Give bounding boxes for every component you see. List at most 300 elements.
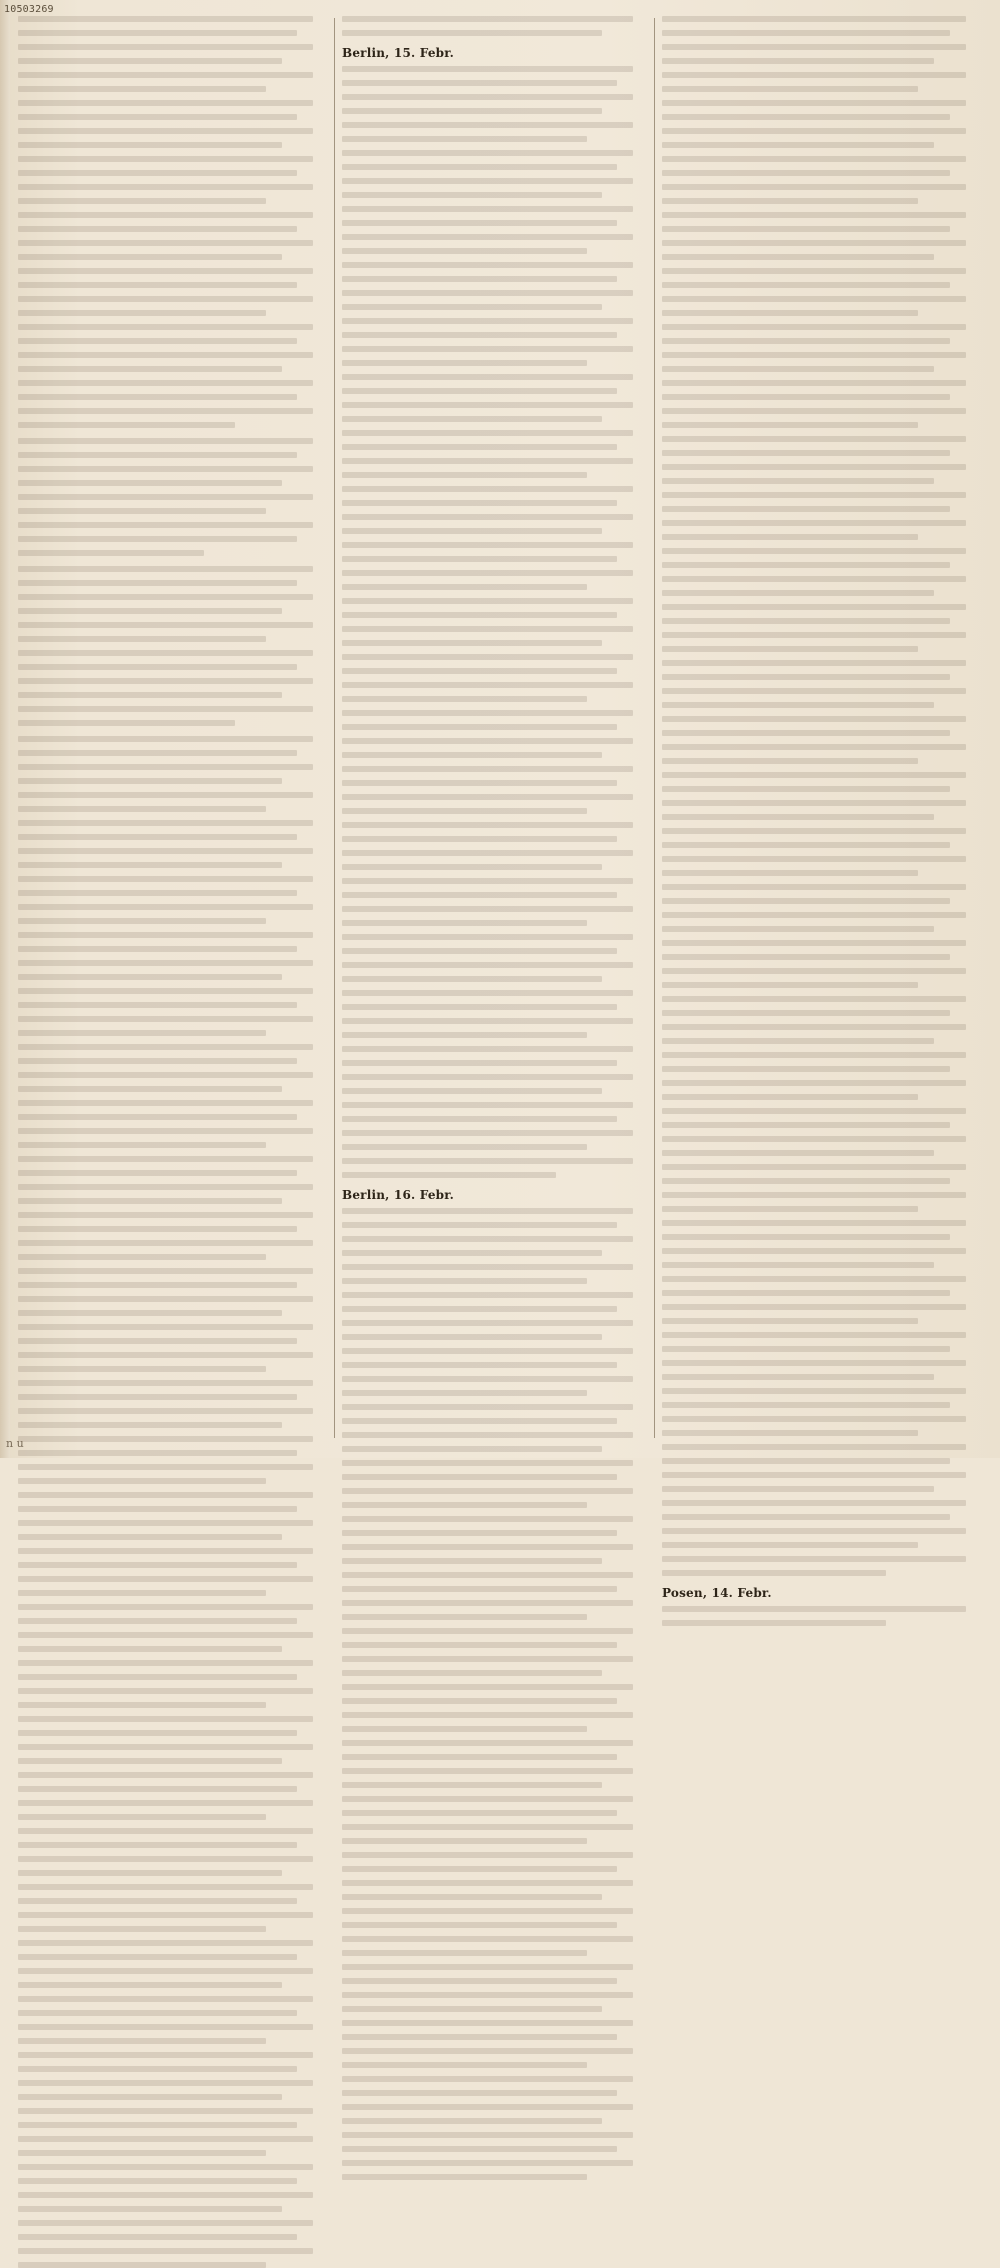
column-1-text-block — [18, 16, 328, 428]
text-line — [18, 1576, 313, 1582]
text-line — [18, 408, 313, 414]
text-line — [662, 1024, 966, 1030]
text-line — [18, 2248, 313, 2254]
text-line — [342, 1362, 617, 1368]
text-line — [342, 1060, 617, 1066]
text-line — [662, 716, 966, 722]
text-line — [662, 254, 934, 260]
text-line — [662, 1304, 966, 1310]
text-line — [662, 212, 966, 218]
text-line — [18, 988, 313, 994]
text-line — [662, 968, 966, 974]
text-line — [18, 566, 313, 572]
text-line — [662, 16, 966, 22]
text-line — [342, 1488, 633, 1494]
text-line — [18, 1240, 313, 1246]
text-line — [342, 906, 633, 912]
text-line — [342, 1558, 602, 1564]
text-line — [662, 1052, 966, 1058]
text-line — [342, 1586, 617, 1592]
text-line — [662, 72, 966, 78]
text-line — [342, 1726, 587, 1732]
column-2-intro-block — [342, 16, 648, 36]
text-line — [342, 948, 617, 954]
text-line — [18, 608, 282, 614]
text-line — [342, 2132, 633, 2138]
text-line — [18, 2220, 313, 2226]
text-line — [342, 836, 617, 842]
text-line — [342, 2076, 633, 2082]
text-line — [18, 184, 313, 190]
text-line — [342, 262, 633, 268]
text-line — [18, 904, 313, 910]
text-line — [18, 1282, 297, 1288]
text-line — [662, 1262, 934, 1268]
text-line — [18, 1772, 313, 1778]
text-line — [662, 1374, 934, 1380]
text-line — [18, 550, 204, 556]
text-line — [342, 990, 633, 996]
text-line — [342, 192, 602, 198]
text-line — [18, 86, 266, 92]
text-line — [342, 1698, 617, 1704]
text-line — [342, 80, 617, 86]
text-line — [18, 1226, 297, 1232]
text-line — [342, 1116, 617, 1122]
text-line — [662, 744, 966, 750]
text-line — [342, 374, 633, 380]
text-line — [18, 750, 297, 756]
text-line — [18, 2094, 282, 2100]
text-line — [662, 1290, 950, 1296]
text-line — [342, 2160, 633, 2166]
text-line — [342, 1712, 633, 1718]
text-line — [662, 156, 966, 162]
text-line — [342, 290, 633, 296]
text-line — [342, 752, 602, 758]
text-line — [342, 388, 617, 394]
text-line — [662, 660, 966, 666]
text-line — [342, 892, 617, 898]
text-line — [662, 450, 950, 456]
text-line — [18, 394, 297, 400]
text-line — [18, 1380, 313, 1386]
text-line — [662, 590, 934, 596]
text-line — [342, 1978, 617, 1984]
text-line — [18, 792, 313, 798]
text-line — [662, 100, 966, 106]
text-line — [18, 44, 313, 50]
text-line — [18, 1898, 297, 1904]
text-line — [18, 1926, 266, 1932]
text-line — [18, 2178, 297, 2184]
text-line — [342, 1740, 633, 1746]
text-line — [662, 800, 966, 806]
text-line — [662, 58, 934, 64]
text-line — [342, 416, 602, 422]
text-line — [342, 1446, 602, 1452]
text-line — [18, 1156, 313, 1162]
text-line — [18, 1352, 313, 1358]
text-line — [662, 422, 918, 428]
text-line — [342, 1838, 587, 1844]
text-line — [18, 2192, 313, 2198]
column-2-heading-berlin-16: Berlin, 16. Febr. — [342, 1188, 455, 1202]
text-line — [662, 534, 918, 540]
text-line — [18, 380, 313, 386]
text-line — [662, 730, 950, 736]
text-line — [342, 276, 617, 282]
text-line — [662, 674, 950, 680]
text-line — [18, 622, 313, 628]
text-line — [662, 366, 934, 372]
text-line — [18, 1954, 297, 1960]
text-line — [18, 664, 297, 670]
text-line — [18, 1072, 313, 1078]
text-line — [18, 1324, 313, 1330]
text-line — [662, 1570, 886, 1576]
text-line — [342, 1530, 617, 1536]
text-line — [662, 940, 966, 946]
text-line — [342, 1544, 633, 1550]
text-line — [662, 1332, 966, 1338]
text-line — [342, 584, 587, 590]
text-line — [18, 536, 297, 542]
text-line — [18, 918, 266, 924]
text-line — [18, 946, 297, 952]
text-line — [18, 736, 313, 742]
text-line — [662, 1416, 966, 1422]
text-line — [18, 296, 313, 302]
text-line — [18, 1142, 266, 1148]
text-line — [18, 1478, 266, 1484]
text-line — [18, 522, 313, 528]
text-line — [342, 360, 587, 366]
archive-id: 10503269 — [4, 4, 54, 15]
text-line — [18, 114, 297, 120]
text-line — [342, 332, 617, 338]
text-line — [18, 1198, 282, 1204]
text-line — [18, 1520, 313, 1526]
text-line — [342, 30, 602, 36]
text-line — [18, 170, 297, 176]
text-line — [342, 1502, 587, 1508]
text-line — [342, 2104, 633, 2110]
text-line — [18, 2262, 266, 2268]
text-line — [342, 1992, 633, 1998]
text-line — [342, 1418, 617, 1424]
text-line — [18, 862, 282, 868]
text-line — [18, 30, 297, 36]
text-line — [18, 1366, 266, 1372]
column-3-text-block — [662, 16, 982, 1576]
text-line — [342, 1768, 633, 1774]
column-1-text-block — [18, 438, 328, 556]
text-line — [18, 764, 313, 770]
text-line — [662, 1108, 966, 1114]
column-1-text-block — [18, 736, 328, 2268]
text-line — [18, 1982, 282, 1988]
text-line — [18, 2122, 297, 2128]
text-line — [662, 1150, 934, 1156]
text-line — [342, 794, 633, 800]
text-line — [342, 2006, 602, 2012]
text-line — [18, 678, 313, 684]
text-line — [662, 884, 966, 890]
column-2 — [342, 16, 648, 1442]
text-line — [18, 1856, 313, 1862]
column-1-text-block — [18, 566, 328, 726]
text-line — [18, 1086, 282, 1092]
text-line — [342, 2174, 587, 2180]
text-line — [18, 1268, 313, 1274]
text-line — [18, 1842, 297, 1848]
text-line — [342, 248, 587, 254]
text-line — [342, 934, 633, 940]
text-line — [662, 142, 934, 148]
text-line — [342, 1950, 587, 1956]
text-line — [342, 808, 587, 814]
text-line — [18, 960, 313, 966]
text-line — [18, 1184, 313, 1190]
text-line — [662, 170, 950, 176]
text-line — [342, 696, 587, 702]
text-line — [342, 220, 617, 226]
text-line — [18, 494, 313, 500]
text-line — [18, 1450, 297, 1456]
column-2-text-block — [342, 66, 648, 1178]
text-line — [662, 870, 918, 876]
text-line — [18, 1702, 266, 1708]
text-line — [342, 724, 617, 730]
text-line — [342, 1088, 602, 1094]
text-line — [342, 570, 633, 576]
text-line — [18, 2136, 313, 2142]
text-line — [18, 1422, 282, 1428]
text-line — [18, 438, 313, 444]
text-line — [342, 430, 633, 436]
text-line — [342, 206, 633, 212]
text-line — [342, 2020, 633, 2026]
text-line — [662, 1388, 966, 1394]
text-line — [342, 164, 617, 170]
text-line — [342, 1032, 587, 1038]
text-line — [18, 156, 313, 162]
text-line — [18, 2080, 313, 2086]
text-line — [662, 324, 966, 330]
text-line — [662, 562, 950, 568]
text-line — [662, 1234, 950, 1240]
text-line — [662, 1430, 918, 1436]
text-line — [342, 1516, 633, 1522]
text-line — [18, 848, 313, 854]
text-line — [342, 1796, 633, 1802]
text-line — [662, 352, 966, 358]
text-line — [662, 1164, 966, 1170]
text-line — [342, 1824, 633, 1830]
text-line — [662, 240, 966, 246]
text-line — [18, 1632, 313, 1638]
text-line — [18, 240, 313, 246]
text-line — [18, 1100, 313, 1106]
text-line — [662, 1444, 966, 1450]
text-line — [342, 1572, 633, 1578]
text-line — [18, 2010, 297, 2016]
text-line — [18, 594, 313, 600]
text-line — [18, 452, 297, 458]
text-line — [342, 1628, 633, 1634]
text-line — [342, 682, 633, 688]
text-line — [18, 1254, 266, 1260]
text-line — [342, 1172, 556, 1178]
text-line — [18, 1016, 313, 1022]
text-line — [18, 692, 282, 698]
text-line — [662, 226, 950, 232]
text-line — [18, 2038, 266, 2044]
text-line — [18, 1128, 313, 1134]
text-line — [342, 94, 633, 100]
text-line — [342, 1292, 633, 1298]
text-line — [662, 114, 950, 120]
text-line — [18, 2066, 297, 2072]
text-line — [662, 856, 966, 862]
text-line — [342, 318, 633, 324]
text-line — [18, 100, 313, 106]
text-line — [662, 1010, 950, 1016]
text-line — [662, 380, 966, 386]
text-line — [662, 296, 966, 302]
text-line — [18, 2150, 266, 2156]
text-line — [342, 1936, 633, 1942]
text-line — [342, 1810, 617, 1816]
text-line — [18, 650, 313, 656]
text-line — [18, 282, 297, 288]
text-line — [18, 422, 235, 428]
text-line — [18, 1996, 313, 2002]
text-line — [18, 974, 282, 980]
text-line — [662, 996, 966, 1002]
text-line — [18, 1562, 297, 1568]
text-line — [342, 780, 617, 786]
text-line — [342, 1852, 633, 1858]
text-line — [342, 2146, 617, 2152]
text-line — [18, 1296, 313, 1302]
text-line — [342, 1782, 602, 1788]
text-line — [662, 464, 966, 470]
text-line — [18, 1646, 282, 1652]
text-line — [18, 212, 313, 218]
text-line — [662, 1318, 918, 1324]
text-line — [18, 834, 297, 840]
text-line — [662, 842, 950, 848]
text-line — [342, 640, 602, 646]
text-line — [342, 668, 617, 674]
text-line — [18, 268, 313, 274]
text-line — [342, 1236, 633, 1242]
text-line — [662, 1606, 966, 1612]
text-line — [18, 1674, 297, 1680]
text-line — [18, 890, 297, 896]
text-line — [662, 1066, 950, 1072]
text-line — [342, 738, 633, 744]
text-line — [662, 436, 966, 442]
text-line — [342, 1684, 633, 1690]
text-line — [342, 710, 633, 716]
text-line — [662, 1528, 966, 1534]
text-line — [18, 1044, 313, 1050]
text-line — [18, 1170, 297, 1176]
text-line — [18, 1660, 313, 1666]
text-line — [662, 1094, 918, 1100]
text-line — [662, 828, 966, 834]
text-line — [662, 310, 918, 316]
text-line — [342, 1908, 633, 1914]
text-line — [662, 1276, 966, 1282]
text-line — [662, 492, 966, 498]
text-line — [18, 1492, 313, 1498]
text-line — [18, 128, 313, 134]
text-line — [342, 766, 633, 772]
text-line — [342, 514, 633, 520]
text-line — [18, 1310, 282, 1316]
text-line — [18, 1058, 297, 1064]
text-line — [342, 1004, 617, 1010]
text-line — [342, 472, 587, 478]
text-line — [18, 324, 313, 330]
text-line — [342, 1074, 633, 1080]
text-line — [662, 898, 950, 904]
text-line — [342, 1460, 633, 1466]
text-line — [662, 702, 934, 708]
text-line — [662, 268, 966, 274]
text-line — [18, 72, 313, 78]
text-line — [18, 2024, 313, 2030]
text-line — [342, 1600, 633, 1606]
text-line — [342, 654, 633, 660]
text-line — [18, 1814, 266, 1820]
text-line — [18, 338, 297, 344]
text-line — [662, 1542, 918, 1548]
text-line — [18, 1800, 313, 1806]
text-line — [662, 1514, 950, 1520]
text-line — [18, 1786, 297, 1792]
text-line — [18, 1968, 313, 1974]
text-line — [342, 500, 617, 506]
text-line — [342, 346, 633, 352]
text-line — [342, 16, 633, 22]
text-line — [342, 1334, 602, 1340]
text-line — [342, 556, 617, 562]
text-line — [662, 786, 950, 792]
text-line — [18, 466, 313, 472]
column-divider-1 — [334, 18, 335, 1438]
text-line — [662, 1136, 966, 1142]
text-line — [662, 954, 950, 960]
text-line — [662, 1178, 950, 1184]
text-line — [662, 548, 966, 554]
text-line — [18, 226, 297, 232]
text-line — [662, 632, 966, 638]
text-line — [342, 444, 617, 450]
text-line — [342, 1208, 633, 1214]
text-line — [18, 1828, 313, 1834]
text-line — [662, 1620, 886, 1626]
text-line — [18, 1506, 297, 1512]
text-line — [662, 408, 966, 414]
text-line — [342, 1130, 633, 1136]
text-line — [662, 1248, 966, 1254]
text-line — [342, 1390, 587, 1396]
